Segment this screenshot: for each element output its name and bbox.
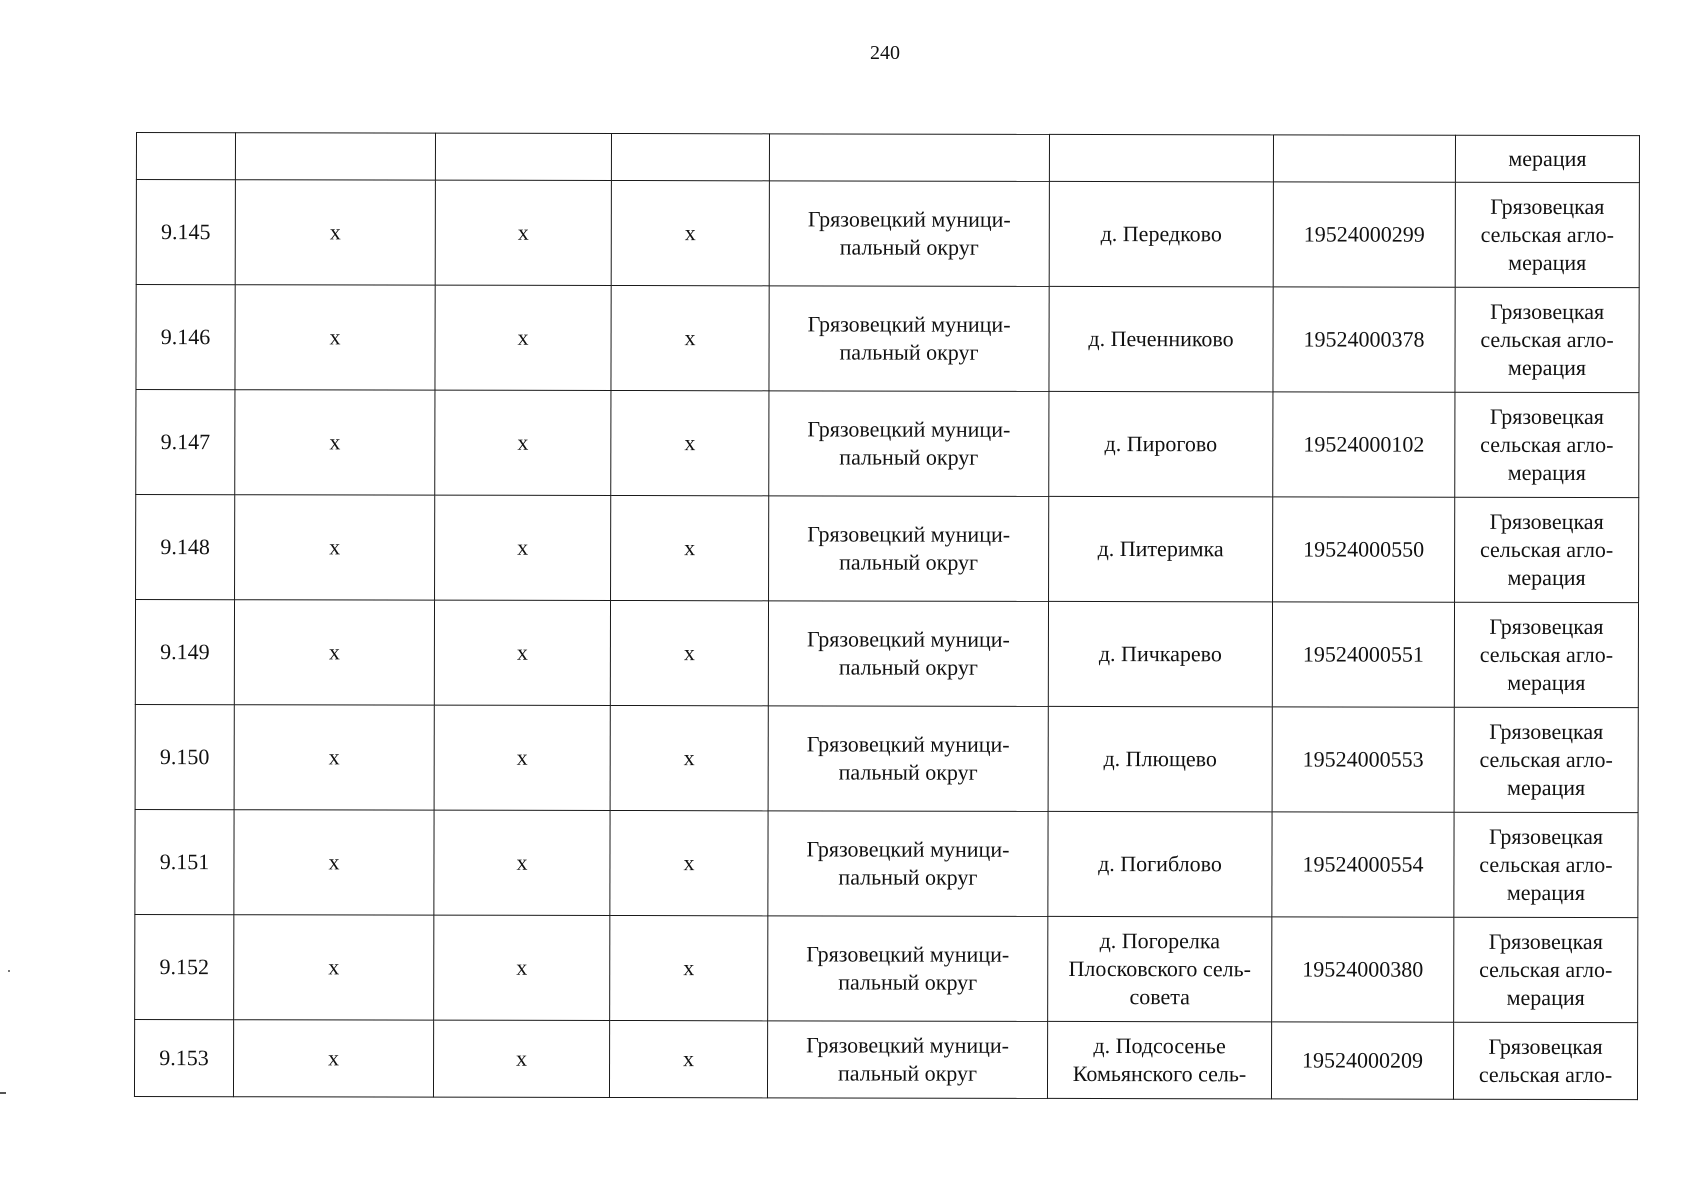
cell-col-4 xyxy=(611,180,769,285)
cell-text: х xyxy=(517,324,529,350)
cell-text: 19524000102 xyxy=(1303,431,1425,457)
cell-text: Грязовецкая сельская агло- мерация xyxy=(1479,508,1614,591)
cell-oktmo-code xyxy=(1272,707,1454,812)
table-row xyxy=(134,1019,1637,1099)
cell-col-4 xyxy=(610,915,768,1020)
cell-agglomeration xyxy=(1454,917,1638,1022)
cell-text: Грязовецкий муници- пальный округ xyxy=(806,941,1010,995)
cell-settlement xyxy=(1049,286,1273,391)
settlements-table xyxy=(134,132,1640,1100)
cell-text: 19524000551 xyxy=(1302,641,1424,667)
cell-text: х xyxy=(328,1045,340,1071)
cell-oktmo-code xyxy=(1271,1022,1453,1099)
cell-col-2 xyxy=(234,600,434,705)
cell-text: х xyxy=(517,429,529,455)
cell-text: Грязовецкая сельская агло- мерация xyxy=(1480,298,1614,381)
cell-settlement xyxy=(1049,181,1273,286)
cell-agglomeration xyxy=(1455,392,1639,497)
cell-text: х xyxy=(683,1046,695,1072)
cell-text: 19524000299 xyxy=(1303,221,1425,247)
cell-row-number xyxy=(136,495,235,600)
cell-text: 19524000553 xyxy=(1302,746,1424,772)
cell-col-3 xyxy=(434,810,610,915)
cell-col-2 xyxy=(235,495,435,600)
cell-col-2 xyxy=(235,390,435,495)
cell-text: мерация xyxy=(1508,145,1587,172)
cell-col-4 xyxy=(611,133,769,180)
cell-oktmo-code xyxy=(1272,812,1454,917)
cell-municipality xyxy=(768,916,1048,1022)
cell-municipality xyxy=(768,706,1048,812)
cell-text: Грязовецкая сельская агло- мерация xyxy=(1480,403,1614,486)
cell-oktmo-code xyxy=(1273,287,1455,392)
cell-text: Грязовецкий муници- пальный округ xyxy=(806,626,1010,680)
cell-text: Грязовецкий муници- пальный округ xyxy=(807,311,1011,365)
cell-col-2 xyxy=(235,285,435,390)
cell-municipality xyxy=(769,391,1049,497)
cell-agglomeration xyxy=(1455,287,1639,392)
cell-col-2 xyxy=(233,1020,433,1097)
table-body xyxy=(134,133,1639,1100)
cell-text: х xyxy=(684,220,696,246)
cell-row-number xyxy=(136,390,235,495)
cell-agglomeration xyxy=(1453,1022,1637,1099)
cell-agglomeration xyxy=(1454,602,1638,707)
cell-text: Грязовецкий муници- пальный округ xyxy=(807,521,1011,575)
cell-text: х xyxy=(683,640,695,666)
table-row-continuation xyxy=(136,133,1639,183)
cell-row-number xyxy=(136,180,235,285)
cell-row-number xyxy=(135,704,234,809)
cell-col-2 xyxy=(235,180,435,285)
cell-municipality xyxy=(768,601,1048,707)
cell-settlement xyxy=(1049,496,1273,601)
cell-col-2 xyxy=(234,705,434,810)
cell-text: Грязовецкая сельская агло- мерация xyxy=(1480,193,1614,276)
cell-text: 9.149 xyxy=(160,639,210,665)
cell-settlement xyxy=(1048,601,1272,706)
cell-text: Грязовецкий муници- пальный округ xyxy=(807,206,1011,260)
cell-row-number xyxy=(134,1019,233,1096)
page-number: 240 xyxy=(870,42,900,64)
cell-text: 19524000380 xyxy=(1302,956,1424,982)
table-row xyxy=(135,600,1638,708)
scan-edge-dot xyxy=(8,970,10,972)
cell-col-3 xyxy=(434,915,610,1020)
cell-col-4 xyxy=(611,285,769,390)
cell-agglomeration xyxy=(1455,135,1639,182)
cell-col-4 xyxy=(610,810,768,915)
cell-text: 9.145 xyxy=(161,219,211,245)
cell-text: х xyxy=(328,954,340,980)
cell-text: х xyxy=(684,430,696,456)
table-row xyxy=(136,285,1639,393)
cell-text: д. Печенниково xyxy=(1088,325,1234,352)
cell-row-number xyxy=(135,914,234,1019)
cell-municipality xyxy=(769,181,1049,287)
cell-col-4 xyxy=(609,1020,767,1097)
table-row xyxy=(136,180,1639,288)
cell-text: х xyxy=(516,849,528,875)
cell-text: х xyxy=(329,324,341,350)
cell-text: х xyxy=(329,219,341,245)
cell-text: 19524000550 xyxy=(1303,536,1425,562)
cell-col-2 xyxy=(234,915,434,1020)
cell-text: 19524000554 xyxy=(1302,851,1424,877)
cell-text: Грязовецкая сельская агло- мерация xyxy=(1479,823,1613,906)
cell-text: х xyxy=(516,639,528,665)
cell-col-4 xyxy=(610,705,768,810)
cell-col-2 xyxy=(235,133,435,180)
cell-col-3 xyxy=(435,495,611,600)
cell-col-4 xyxy=(611,495,769,600)
cell-text: х xyxy=(517,534,529,560)
cell-text: х xyxy=(683,850,695,876)
cell-municipality xyxy=(767,1021,1047,1099)
cell-col-3 xyxy=(434,705,610,810)
scan-edge-mark xyxy=(0,1092,6,1094)
cell-text: х xyxy=(328,849,340,875)
cell-oktmo-code xyxy=(1273,182,1455,287)
cell-text: 9.151 xyxy=(159,849,210,875)
cell-col-4 xyxy=(611,390,769,495)
cell-settlement xyxy=(1048,916,1272,1021)
cell-text: 19524000378 xyxy=(1303,326,1425,352)
cell-text: д. Подсосенье Комьянского сель- xyxy=(1072,1033,1247,1087)
cell-settlement xyxy=(1047,1021,1271,1098)
cell-col-3 xyxy=(435,133,611,180)
cell-text: х xyxy=(329,534,341,560)
table-row xyxy=(135,809,1638,917)
cell-text: х xyxy=(516,1045,528,1071)
cell-agglomeration xyxy=(1455,497,1639,602)
cell-text: Грязовецкая сельская агло- мерация xyxy=(1479,718,1613,801)
cell-col-4 xyxy=(610,600,768,705)
cell-text: д. Погиблово xyxy=(1098,851,1222,877)
cell-text: х xyxy=(516,954,528,980)
cell-text: 9.148 xyxy=(160,534,210,560)
cell-col-3 xyxy=(434,600,610,705)
table-row xyxy=(135,704,1638,812)
cell-municipality xyxy=(769,496,1049,602)
table-row xyxy=(135,914,1638,1022)
cell-agglomeration xyxy=(1455,182,1639,287)
cell-text: х xyxy=(683,745,695,771)
cell-oktmo-code xyxy=(1273,392,1455,497)
cell-municipality xyxy=(769,286,1049,392)
cell-text: Грязовецкая сельская агло- xyxy=(1478,1033,1613,1088)
cell-text: 19524000209 xyxy=(1302,1047,1424,1073)
table-row xyxy=(136,390,1639,498)
cell-col-3 xyxy=(435,390,611,495)
cell-municipality xyxy=(769,134,1049,182)
cell-text: д. Погорелка Плосковского сель- совета xyxy=(1068,928,1252,1010)
cell-text: д. Плющево xyxy=(1103,746,1217,772)
cell-text: д. Питеримка xyxy=(1097,536,1224,562)
cell-text: х xyxy=(684,535,696,561)
table-row xyxy=(136,495,1639,603)
cell-text: х xyxy=(517,219,529,245)
cell-oktmo-code xyxy=(1273,497,1455,602)
cell-text: х xyxy=(328,639,340,665)
cell-col-3 xyxy=(435,180,611,285)
cell-row-number xyxy=(136,285,235,390)
cell-text: 9.146 xyxy=(160,324,211,350)
cell-text: Грязовецкий муници- пальный округ xyxy=(806,731,1010,785)
cell-text: х xyxy=(516,744,528,770)
cell-text: д. Пичкарево xyxy=(1098,641,1222,667)
cell-text: Грязовецкая сельская агло- мерация xyxy=(1479,928,1613,1011)
cell-text: 9.147 xyxy=(160,429,211,455)
cell-settlement xyxy=(1048,811,1272,916)
cell-text: Грязовецкий муници- пальный округ xyxy=(806,836,1010,890)
cell-col-3 xyxy=(433,1020,609,1097)
cell-text: д. Передково xyxy=(1100,221,1222,247)
cell-oktmo-code xyxy=(1272,602,1454,707)
cell-text: 9.152 xyxy=(159,954,210,980)
cell-municipality xyxy=(768,811,1048,917)
cell-agglomeration xyxy=(1454,812,1638,917)
cell-row-number xyxy=(135,809,234,914)
cell-text xyxy=(776,157,1043,158)
cell-row-number xyxy=(135,600,234,705)
cell-text: 9.153 xyxy=(159,1045,209,1071)
cell-row-number xyxy=(136,133,235,180)
cell-text: х xyxy=(683,955,695,981)
cell-col-2 xyxy=(234,810,434,915)
cell-text: Грязовецкий муници- пальный округ xyxy=(806,1032,1010,1086)
cell-settlement xyxy=(1049,134,1273,181)
cell-settlement xyxy=(1049,391,1273,496)
cell-agglomeration xyxy=(1454,707,1638,812)
cell-text: Грязовецкий муници- пальный округ xyxy=(807,416,1011,470)
cell-text: х xyxy=(328,744,340,770)
cell-settlement xyxy=(1048,706,1272,811)
cell-text: х xyxy=(329,429,341,455)
cell-oktmo-code xyxy=(1272,917,1454,1022)
cell-col-3 xyxy=(435,285,611,390)
cell-text: 9.150 xyxy=(159,744,210,770)
cell-text: д. Пирогово xyxy=(1104,431,1218,457)
cell-text: х xyxy=(684,325,696,351)
cell-oktmo-code xyxy=(1273,135,1455,182)
cell-text: Грязовецкая сельская агло- мерация xyxy=(1479,613,1614,696)
